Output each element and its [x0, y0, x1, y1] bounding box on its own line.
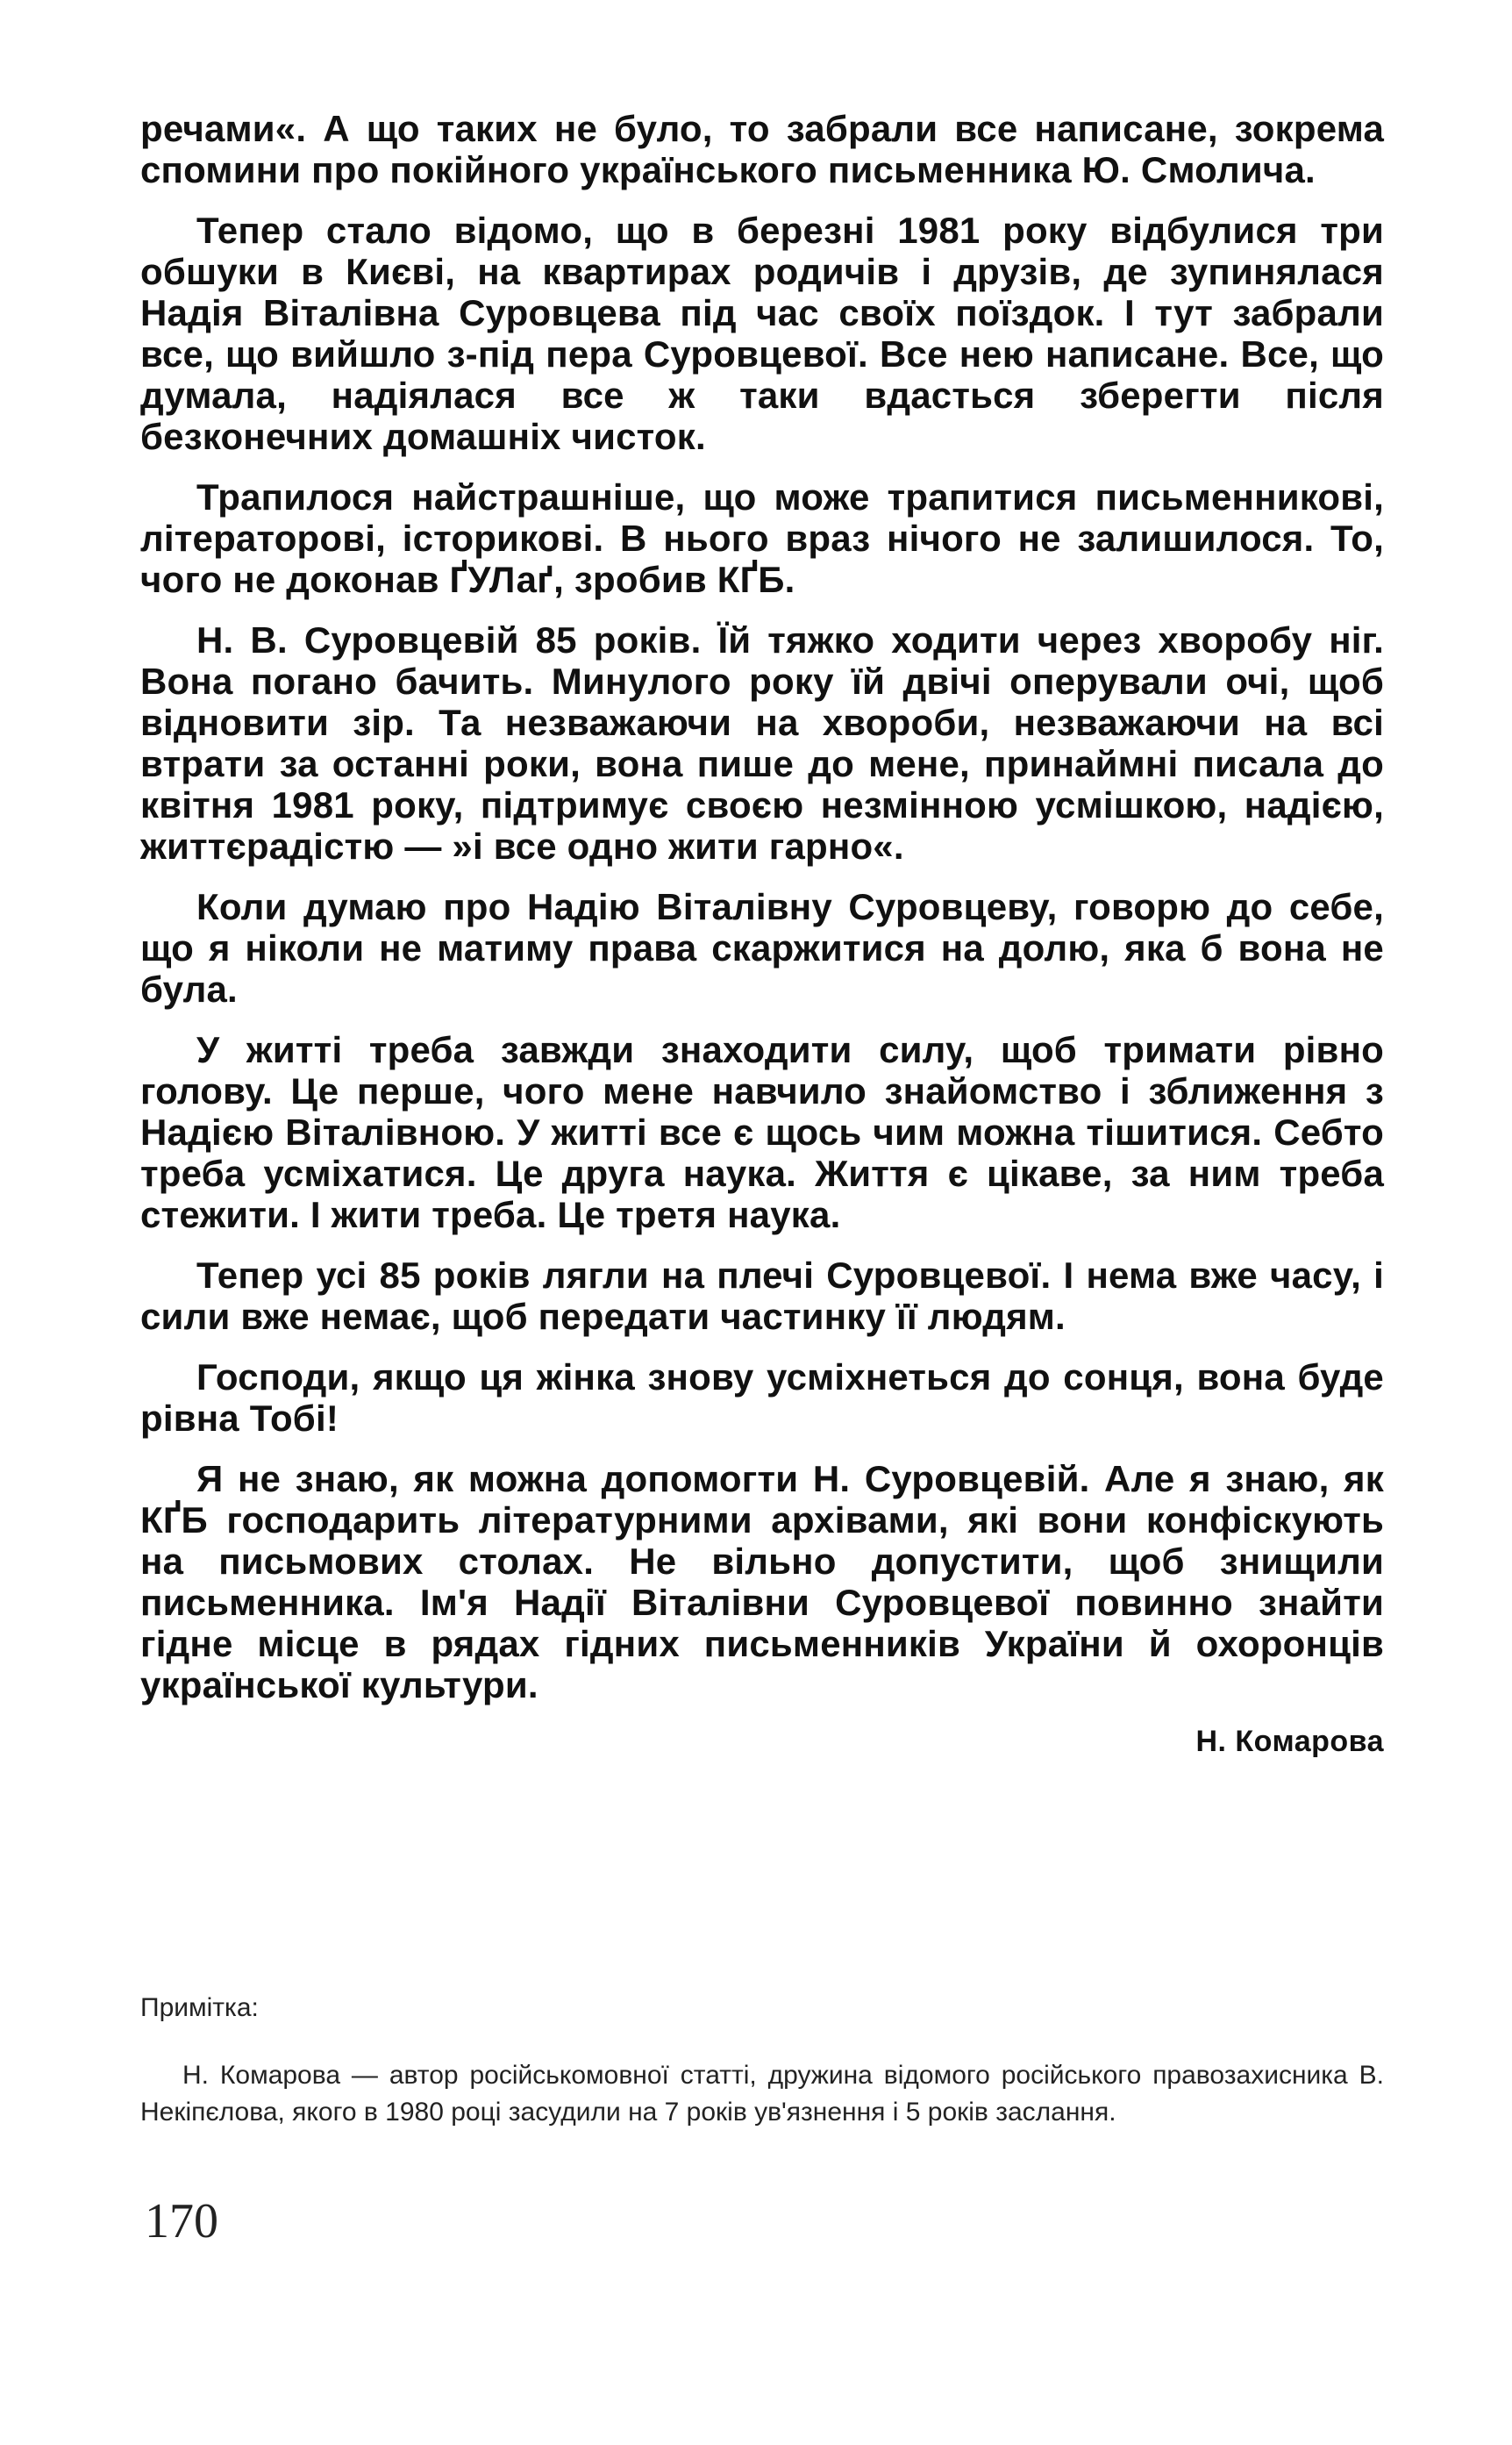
article-paragraph: Н. В. Суровцевій 85 років. Їй тяжко ходити через хворобу ніг. Вона погано бачить. Минулого року їй двічі оперували очі, щоб відновити зір. Та незважаючи на хвороби, незважаючи на всі втрати за останні роки, вона пише до мене, принаймні писала до квітня 1981 року, підтримує своєю незмінною усмішкою, надією, життєрадістю — »і все одно жити гарно«. — [140, 619, 1384, 867]
article-paragraph: речами«. А що таких не було, то забрали все написане, зокрема спомини про покійного українського письменника Ю. Смолича. — [140, 108, 1384, 190]
author-signature: Н. Комарова — [1195, 1725, 1384, 1758]
article-paragraph: Коли думаю про Надію Віталівну Суровцеву, говорю до себе, що я ніколи не матиму права скаржитися на долю, яка б вона не була. — [140, 886, 1384, 1010]
footnote-text: Н. Комарова — автор російськомовної статті, дружина відомого російського правозахисника В. Некіпєлова, якого в 1980 році засудили на 7 років ув'язнення і 5 років заслання. — [140, 2061, 1384, 2127]
footnote-label: Примітка: — [140, 1993, 259, 2022]
article-body — [140, 108, 1384, 1759]
article-paragraph: Господи, якщо ця жінка знову усміхнеться до сонця, вона буде рівна Тобі! — [140, 1356, 1384, 1439]
article-paragraph: Тепер стало відомо, що в березні 1981 року відбулися три обшуки в Києві, на квартирах родичів і друзів, де зупинялася Надія Віталівна Суровцева під час своїх поїздок. І тут забрали все, що вийшло з-під пера Суровцевої. Все нею написане. Все, що думала, надіялася все ж таки вдасться зберегти після безконечних домашніх чисток. — [140, 210, 1384, 457]
article-paragraph: Я не знаю, як можна допомогти Н. Суровцевій. Але я знаю, як КҐБ господарить літературними архівами, які вони конфіскують на письмових столах. Не вільно допустити, щоб знищили письменника. Ім'я Надії Віталівни Суровцевої повинно знайти гідне місце в рядах гідних письменників України й охоронців української культури. — [140, 1458, 1384, 1705]
article-paragraph: Тепер усі 85 років лягли на плечі Суровцевої. І нема вже часу, і сили вже немає, щоб передати частинку її людям. — [140, 1255, 1384, 1337]
page-number: 170 — [145, 2194, 218, 2248]
article-paragraph: У житті треба завжди знаходити силу, щоб тримати рівно голову. Це перше, чого мене навчило знайомство і зближення з Надією Віталівною. У житті все є щось чим можна тішитися. Себто треба усміхатися. Це друга наука. Життя є цікаве, за ним треба стежити. І жити треба. Це третя наука. — [140, 1029, 1384, 1235]
article-paragraph: Трапилося найстрашніше, що може трапитися письменникові, літераторові, історикові. В нього враз нічого не залишилося. То, чого не доконав ҐУЛаґ, зробив КҐБ. — [140, 476, 1384, 600]
